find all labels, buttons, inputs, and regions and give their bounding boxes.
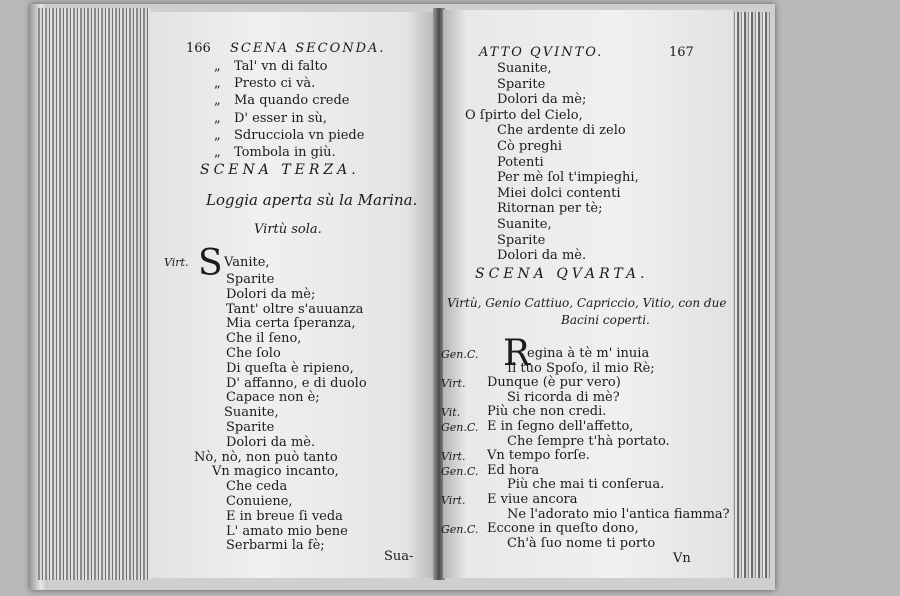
verse-line: Che ardente di zelo [497, 123, 626, 139]
verse-line: Sparite [226, 272, 275, 287]
speaker-label: Virt. [164, 256, 189, 269]
drop-cap-r: R [503, 333, 531, 374]
verse-line: O ſpirto del Cielo, [465, 107, 583, 123]
verse-line: Ritornan per tè; [497, 201, 603, 217]
verse-line: D' esser in sù, [234, 110, 328, 126]
verse-line: Dolori da mè; [226, 286, 316, 302]
verse-line: Tombola in giù. [234, 145, 336, 160]
drop-cap-s: S [198, 243, 223, 284]
scene-title-quarta: SCENA QVARTA. [475, 266, 649, 282]
dialogue-line: Si ricorda di mè? [507, 389, 620, 405]
verse-line: Che il ſeno, [226, 331, 302, 347]
verse-line: Che ceda [226, 479, 288, 495]
scene-setting: Loggia aperta sù la Marina. [206, 191, 418, 209]
quote-mark: „ [214, 76, 221, 92]
quote-mark: „ [214, 127, 221, 143]
verse-line: Sparite [497, 232, 546, 248]
catchword-right: Vn [673, 551, 691, 566]
verse-line: L' amato mio bene [226, 523, 348, 539]
dialogue-line: Ed hora [487, 462, 540, 478]
verse-line: D' affanno, e di duolo [226, 375, 367, 391]
verse-line: E in breue ſi veda [226, 508, 343, 524]
verse-line: Potenti [497, 154, 544, 170]
speaker-label: Gen.C. [441, 523, 479, 537]
dialogue-line: E viue ancora [487, 492, 578, 507]
first-verse-line: Vanite, [224, 255, 270, 270]
verse-line: Sdrucciola vn piede [234, 127, 365, 143]
left-page [148, 12, 435, 578]
verse-line: Di queſta è ripieno, [226, 360, 354, 376]
verse-line: Presto ci và. [234, 76, 316, 92]
dialogue-line: E in ſegno dell'affetto, [487, 419, 634, 434]
verse-line: Mia certa ſperanza, [226, 316, 356, 332]
running-head-right: ATTO QVINTO. [479, 45, 604, 60]
verse-line: Dolori da mè. [226, 434, 316, 450]
verse-line: Tant' oltre s'auuanza [226, 301, 364, 317]
quote-mark: „ [214, 59, 221, 74]
catchword-left: Sua- [384, 549, 414, 564]
verse-line: Capace non è; [226, 390, 320, 406]
page-edges-left [38, 8, 150, 580]
dialogue-line: Eccone in queſto dono, [487, 521, 639, 537]
dialogue-line: Più che non credi. [487, 404, 607, 420]
verse-line: Nò, nò, non può tanto [194, 449, 338, 465]
quote-mark: „ [214, 93, 221, 109]
speaker-label: Gen.C. [441, 421, 479, 434]
dialogue-line: Più che mai ti conſerua. [507, 477, 665, 493]
verse-line: Miei dolci contenti [497, 185, 621, 201]
verse-line: Cò preghi [497, 139, 562, 154]
speaker-label: Virt. [441, 450, 466, 464]
verse-line: Dolori da mè; [497, 92, 587, 108]
quote-mark: „ [214, 110, 221, 126]
dialogue-line: Che ſempre t'hà portato. [507, 433, 670, 449]
speaker-label: Vit. [441, 406, 461, 420]
scene-title-terza: SCENA TERZA. [200, 162, 360, 178]
verse-line: Serbarmi la fè; [226, 538, 325, 554]
speaker-label: Gen.C. [441, 348, 479, 361]
character-note: Virtù sola. [254, 222, 322, 237]
page-number-right: 167 [669, 45, 694, 60]
dialogue-line: Vn tempo forſe. [487, 448, 590, 464]
dialogue-line: egina à tè m' inuia [527, 346, 650, 361]
page-number-left: 166 [186, 41, 211, 56]
quote-mark: „ [214, 145, 221, 160]
verse-line: Tal' vn di falto [234, 59, 328, 74]
verse-line: Per mè ſol t'impieghi, [497, 170, 639, 186]
dialogue-line: Dunque (è pur vero) [487, 375, 621, 391]
dialogue-line: Il tuo Spoſo, il mio Rè; [507, 360, 655, 376]
characters-list-line1: Virtù, Genio Cattiuo, Capriccio, Vitio, con due [447, 296, 727, 310]
right-page [443, 10, 733, 578]
verse-line: Sparite [226, 420, 275, 435]
verse-line: Suanite, [497, 61, 552, 76]
verse-line: Conuiene, [226, 494, 293, 509]
speaker-label: Virt. [441, 377, 466, 391]
verse-line: Dolori da mè. [497, 248, 587, 264]
page-edges-right [730, 12, 770, 578]
verse-line: Sparite [497, 76, 546, 92]
speaker-label: Gen.C. [441, 464, 479, 478]
running-head-left: SCENA SECONDA. [230, 41, 386, 56]
characters-list-line2: Bacini coperti. [561, 313, 650, 327]
dialogue-line: Ch'à ſuo nome ti porto [507, 535, 656, 551]
verse-line: Ma quando crede [234, 93, 350, 109]
verse-line: Suanite, [224, 405, 279, 421]
verse-line: Che ſolo [226, 346, 281, 361]
speaker-label: Virt. [441, 494, 466, 507]
dialogue-line: Ne l'adorato mio l'antica fiamma? [507, 506, 730, 522]
verse-line: Vn magico incanto, [212, 464, 339, 480]
verse-line: Suanite, [497, 217, 552, 232]
